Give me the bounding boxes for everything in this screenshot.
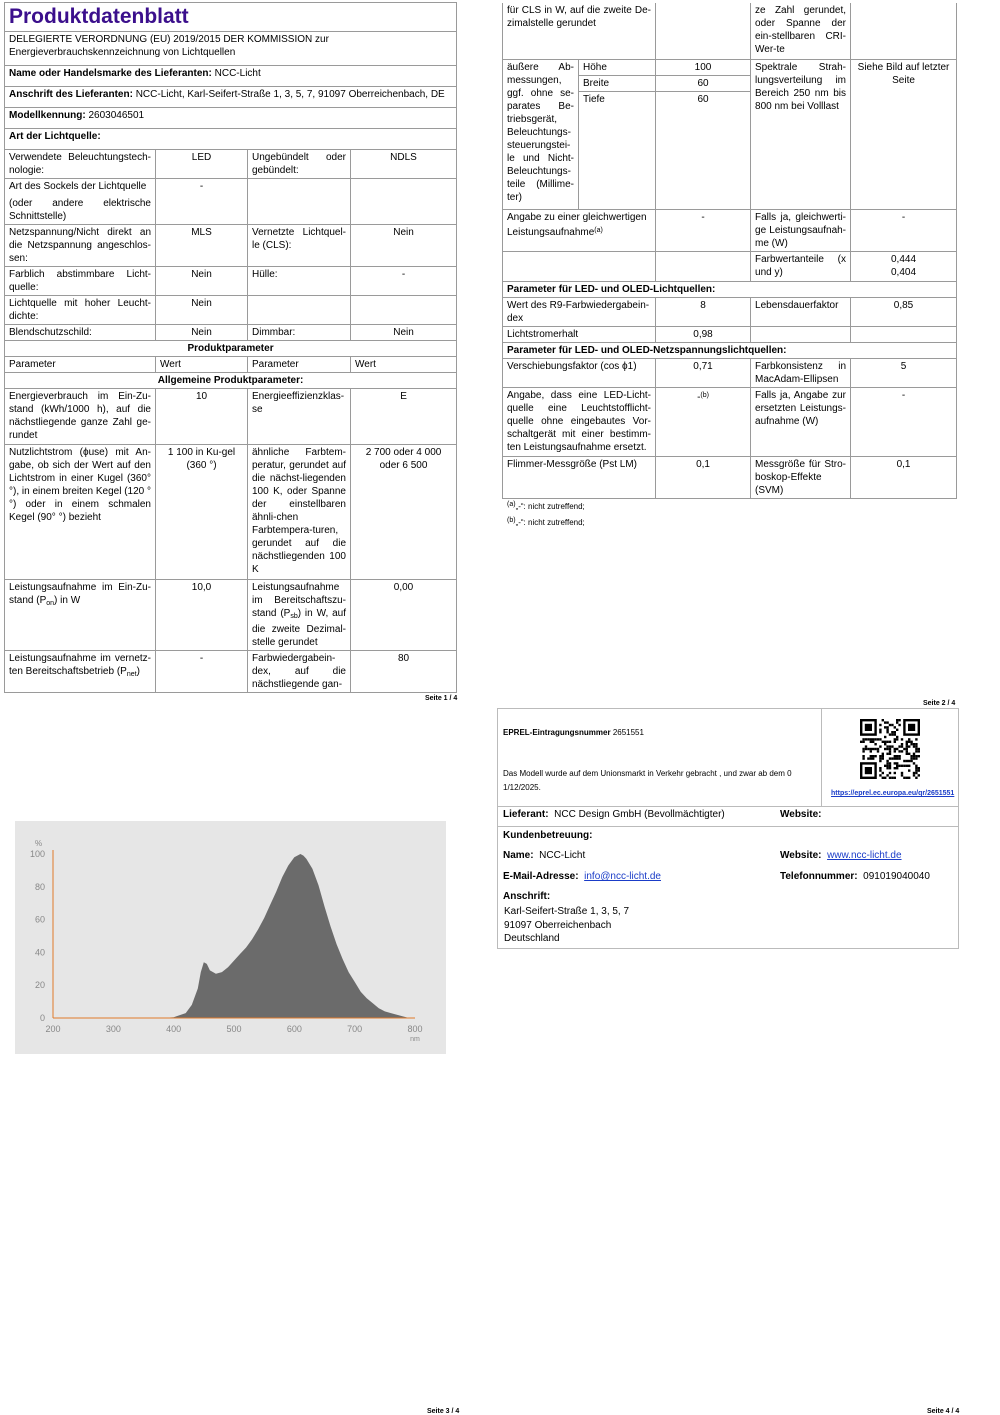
param-label: Hülle:	[248, 267, 351, 296]
param-value: 0,1	[851, 456, 957, 498]
param-label: Energieeffizienzklas-se	[248, 389, 351, 445]
param-value: 0,00	[351, 580, 457, 651]
product-params-heading: Produktparameter	[5, 341, 457, 357]
x-tick-label: 700	[347, 1024, 363, 1034]
website-link[interactable]: www.ncc-licht.de	[827, 850, 902, 861]
x-tick-label: 400	[166, 1024, 182, 1034]
website-row: Website: www.ncc-licht.de	[780, 850, 902, 861]
page-number: Seite 3 / 4	[427, 1408, 460, 1415]
param-label: Farblich abstimmbare Licht-quelle:	[5, 267, 156, 296]
param-label: Angabe zu einer gleichwertigen Leistungsaufnahme$^{(a)}$	[503, 209, 656, 251]
supplier-row: Lieferant: NCC Design GmbH (Bevollmächtigter)	[503, 809, 725, 820]
param-value: 0,85	[851, 297, 957, 326]
param-label: Falls ja, Angabe zur ersetzten Leistungs-aufnahme (W)	[751, 387, 851, 456]
eprel-box	[497, 708, 959, 949]
param-value: 0,71	[656, 358, 751, 387]
param-value: Nein	[351, 225, 457, 267]
spectral-label: Spektrale Strah-lungsverteilung im Bereich 250 nm bis 800 nm bei Volllast	[751, 59, 851, 209]
param-label: Flimmer-Messgröße (Pst LM)	[503, 456, 656, 498]
spectral-chart	[15, 821, 446, 1054]
param-value: 2 700 oder 4 000 oder 6 500	[351, 445, 457, 580]
x-tick-label: 300	[105, 1024, 121, 1034]
param-label: Leistungsaufnahme im vernetz-ten Bereitschaftsbetrieb $(P_{net})$	[5, 651, 156, 693]
param-value: 1 100 in Ku-gel (360 °)	[156, 445, 248, 580]
param-value: -	[156, 179, 248, 225]
param-value: -	[156, 651, 248, 693]
param-label: Art des Sockels der Lichtquelle (oder andere elektrische Schnittstelle)	[5, 179, 156, 225]
param-label: Wert des R9-Farbwiedergabein-dex	[503, 297, 656, 326]
param-value: MLS	[156, 225, 248, 267]
general-params-heading: Allgemeine Produktparameter:	[5, 373, 457, 389]
param-label: ähnliche Farbtem-peratur, gerundet auf die nächst-liegenden 100 K, oder Spanne der einstellbaren ähnli-chen Farbtempera-turen, gerundet auf die nächstliegenden 100 K	[248, 445, 351, 580]
x-axis-unit: nm	[410, 1036, 420, 1043]
dimension-name: Tiefe	[579, 91, 656, 209]
y-tick-label: 40	[34, 947, 45, 958]
website-label: Website:	[780, 809, 822, 820]
type-heading: Art der Lichtquelle:	[5, 129, 457, 150]
param-value: -	[351, 267, 457, 296]
param-label: ze Zahl gerundet, oder Spanne der ein-stellbaren CRI-Wer-te	[751, 3, 851, 59]
y-tick-label: 0	[39, 1013, 45, 1023]
param-value: NDLS	[351, 150, 457, 179]
column-header: Parameter	[5, 357, 156, 373]
address-block: Karl-Seifert-Straße 1, 3, 5, 7 91097 Oberreichenbach Deutschland	[504, 906, 630, 944]
spectral-value: Siehe Bild auf letzter Seite	[851, 59, 957, 209]
page-title: Produktdatenblatt	[5, 3, 457, 32]
param-label: Netzspannung/Nicht direkt an die Netzspannung angeschlos-sen:	[5, 225, 156, 267]
column-header: Parameter	[248, 357, 351, 373]
y-tick-label: 20	[34, 980, 45, 991]
y-tick-label: 100	[29, 849, 45, 859]
param-value: E	[351, 389, 457, 445]
param-value: Nein	[351, 325, 457, 341]
param-value: 5	[851, 358, 957, 387]
param-label: Vernetzte Lichtquel-le (CLS):	[248, 225, 351, 267]
param-value: -	[656, 209, 751, 251]
param-value: 0,1	[656, 456, 751, 498]
page-number: Seite 2 / 4	[923, 700, 956, 707]
email-link[interactable]: info@ncc-licht.de	[584, 871, 661, 882]
qr-code-icon[interactable]	[860, 719, 920, 779]
param-label: für CLS in W, auf die zweite De-zimalstelle gerundet	[503, 3, 656, 59]
param-label: Falls ja, gleichwerti-ge Leistungsaufnah-me (W)	[751, 209, 851, 251]
supplier-row: Name oder Handelsmarke des Lieferanten: NCC-Licht	[5, 66, 457, 87]
name-row: Name: NCC-Licht	[503, 850, 586, 861]
divider	[498, 806, 958, 807]
param-label: Leistungsaufnahme im Ein-Zu-stand $(P_{on})$ in W	[5, 580, 156, 651]
param-value: LED	[156, 150, 248, 179]
param-value: 8	[656, 297, 751, 326]
param-value: 10,0	[156, 580, 248, 651]
param-value: 0,98	[656, 326, 751, 342]
param-value: -$^{(b)}$	[656, 387, 751, 456]
param-label: Farbwertanteile (x und y)	[751, 251, 851, 281]
param-value: 80	[351, 651, 457, 693]
email-row: E-Mail-Adresse: info@ncc-licht.de	[503, 871, 661, 882]
eprel-label: EPREL-Eintragungsnummer 2651551	[503, 728, 644, 737]
y-tick-label: 80	[34, 881, 45, 892]
x-tick-label: 800	[407, 1024, 423, 1034]
param-label: Lichtstromerhalt	[503, 326, 656, 342]
dimensions-label: äußere Ab-messungen, ggf. ohne se-parates Be-triebsgerät, Beleuchtungs-steuerungstei-le und Nicht-Beleuchtungs-teile (Millime-ter)	[503, 59, 579, 209]
divider	[821, 709, 822, 806]
param-label: Angabe, dass eine LED-Licht-quelle eine Leuchtstofflicht-quelle ohne eingebautes Vor-schaltgerät mit einer bestimm-ten Leistungsaufnahme ersetzt.	[503, 387, 656, 456]
market-text: Das Modell wurde auf dem Unionsmarkt in Verkehr gebracht , und zwar ab dem 0 1/12/2025.	[503, 769, 792, 792]
param-value: 0,444 0,404	[851, 251, 957, 281]
param-label: Messgröße für Stro-boskop-Effekte (SVM)	[751, 456, 851, 498]
x-tick-label: 600	[286, 1024, 302, 1034]
dimension-value: 60	[656, 75, 751, 91]
param-label: Lebensdauerfaktor	[751, 297, 851, 326]
param-value: 10	[156, 389, 248, 445]
param-label: Farbwiedergabein-dex, auf die nächstliegende gan-	[248, 651, 351, 693]
page-number: Seite 4 / 4	[927, 1408, 960, 1415]
mains-params-heading: Parameter für LED- und OLED-Netzspannungslichtquellen:	[503, 342, 957, 358]
y-axis-unit: %	[35, 839, 43, 848]
dimension-name: Höhe	[579, 59, 656, 75]
led-params-heading: Parameter für LED- und OLED-Lichtquellen:	[503, 281, 957, 297]
param-label: Verschiebungsfaktor (cos ϕ1)	[503, 358, 656, 387]
x-tick-label: 500	[226, 1024, 242, 1034]
param-label: Blendschutzschild:	[5, 325, 156, 341]
dimension-value: 60	[656, 91, 751, 209]
footnote-a: $^{(a)}$„-“: nicht zutreffend;	[507, 501, 585, 511]
divider	[498, 826, 958, 827]
qr-link[interactable]: https://eprel.ec.europa.eu/qr/2651551	[831, 790, 955, 797]
y-tick-label: 60	[34, 914, 45, 925]
page1-table	[4, 2, 457, 693]
param-label: Lichtquelle mit hoher Leucht-dichte:	[5, 296, 156, 325]
column-header: Wert	[156, 357, 248, 373]
param-label: Verwendete Beleuchtungstech-nologie:	[5, 150, 156, 179]
param-value: Nein	[156, 325, 248, 341]
param-value: Nein	[156, 267, 248, 296]
param-label: Leistungsaufnahme im Bereitschaftszu-stand $(P_{sb})$ in W, auf die zweite Dezimal-stelle gerundet	[248, 580, 351, 651]
chart-background	[15, 821, 446, 1054]
phone-row: Telefonnummer: 091019040040	[780, 871, 930, 882]
param-value: -	[851, 209, 957, 251]
param-label: Nutzlichtstrom (ϕuse) mit An-gabe, ob sich der Wert auf den Lichtstrom in einer Kugel (360° °), in einem breiten Kegel (120 °°) oder in einem schmalen Kegel (90° °) bezieht	[5, 445, 156, 580]
param-label: Energieverbrauch im Ein-Zu-stand (kWh/1000 h), auf die nächstliegende ganze Zahl ge-rundet	[5, 389, 156, 445]
column-header: Wert	[351, 357, 457, 373]
footnote-b: $^{(b)}$„-“: nicht zutreffend;	[507, 517, 585, 527]
param-label: Farbkonsistenz in MacAdam-Ellipsen	[751, 358, 851, 387]
model-row: Modellkennung: 2603046501	[5, 108, 457, 129]
x-tick-label: 200	[45, 1024, 61, 1034]
support-heading: Kundenbetreuung:	[503, 830, 593, 841]
address-row: Anschrift des Lieferanten: NCC-Licht, Karl-Seifert-Straße 1, 3, 5, 7, 91097 Oberreichenbach, DE	[5, 87, 457, 108]
dimension-value: 100	[656, 59, 751, 75]
address-label: Anschrift:	[503, 891, 551, 902]
dimension-name: Breite	[579, 75, 656, 91]
param-label: Dimmbar:	[248, 325, 351, 341]
param-value: -	[851, 387, 957, 456]
param-label: Ungebündelt oder gebündelt:	[248, 150, 351, 179]
regulation-text: DELEGIERTE VERORDNUNG (EU) 2019/2015 DER KOMMISSION zur Energieverbrauchskennzeichnung von Lichtquellen	[5, 32, 457, 66]
param-value: Nein	[156, 296, 248, 325]
page2-table	[502, 3, 957, 499]
page-number: Seite 1 / 4	[425, 695, 458, 702]
